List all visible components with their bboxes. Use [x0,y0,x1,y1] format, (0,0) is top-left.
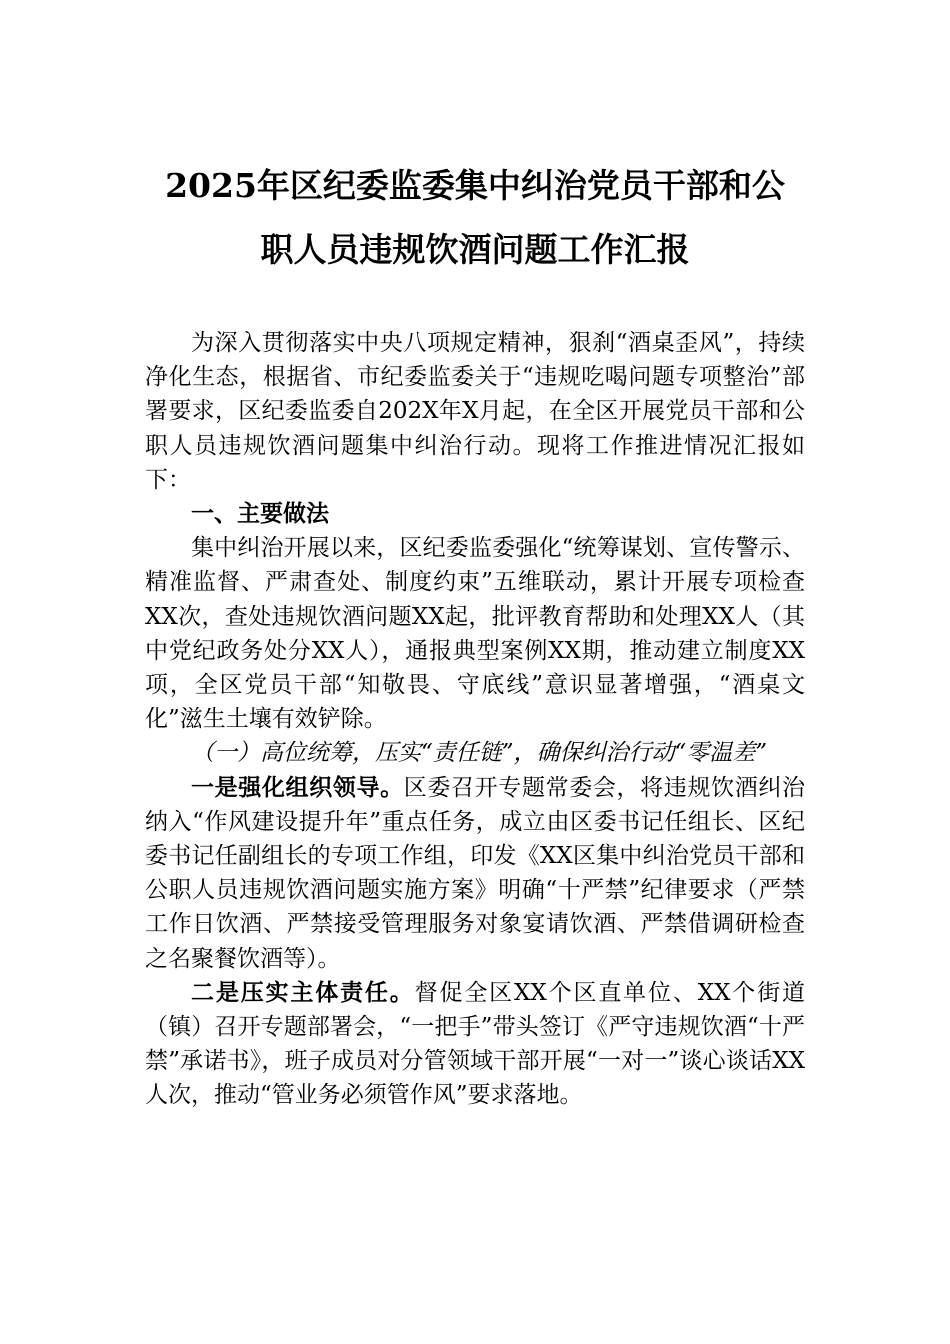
subsection-1-heading: （一）高位统筹，压实“责任链”，确保纠治行动“零温差” [191,740,768,767]
document-title-line-2: 职人员违规饮酒问题工作汇报 [260,230,690,269]
point-1-body: 区委召开专题常委会，将违规饮酒纠治纳入“作风建设提升年”重点任务，成立由区委书记任组长、区纪委书记任副组长的专项工作组，印发《XX区集中纠治党员干部和公职人员违规饮酒问题实施方案》明确“十严禁”纪律要求（严禁工作日饮酒、严禁接受管理服务对象宴请饮酒、严禁借调研检查之名聚餐饮酒等）。 [145,774,806,972]
section-1-heading: 一、主要做法 [191,500,329,528]
document-title-line-1: 2025年区纪委监委集中纠治党员干部和公 [165,166,785,205]
point-1-paragraph [145,771,805,976]
point-2-paragraph [145,976,805,1113]
point-2-lead: 二是压实主体责任。 [191,978,415,1006]
document-body [145,326,805,1113]
point-2-body: 督促全区XX个区直单位、XX个街道（镇）召开专题部署会，“一把手”带头签订《严守违规饮酒“十严禁”承诺书》，班子成员对分管领域干部开展“一对一”谈心谈话XX人次，推动“管业务必须管作风”要求落地。 [145,979,806,1109]
section-1-paragraph: 集中纠治开展以来，区纪委监委强化“统筹谋划、宣传警示、精准监督、严肃查处、制度约束”五维联动，累计开展专项检查XX次，查处违规饮酒问题XX起，批评教育帮助和处理XX人（其中党纪政务处分XX人），通报典型案例XX期，推动建立制度XX项，全区党员干部“知敬畏、守底线”意识显著增强，“酒桌文化”滋生土壤有效铲除。 [145,535,805,733]
point-1-lead: 一是强化组织领导。 [191,773,404,801]
intro-paragraph: 为深入贯彻落实中央八项规定精神，狠刹“酒桌歪风”，持续净化生态，根据省、市纪委监委关于“违规吃喝问题专项整治”部署要求，区纪委监委自202X年X月起，在全区开展党员干部和公职人员违规饮酒问题集中纠治行动。现将工作推进情况汇报如下： [145,330,805,493]
